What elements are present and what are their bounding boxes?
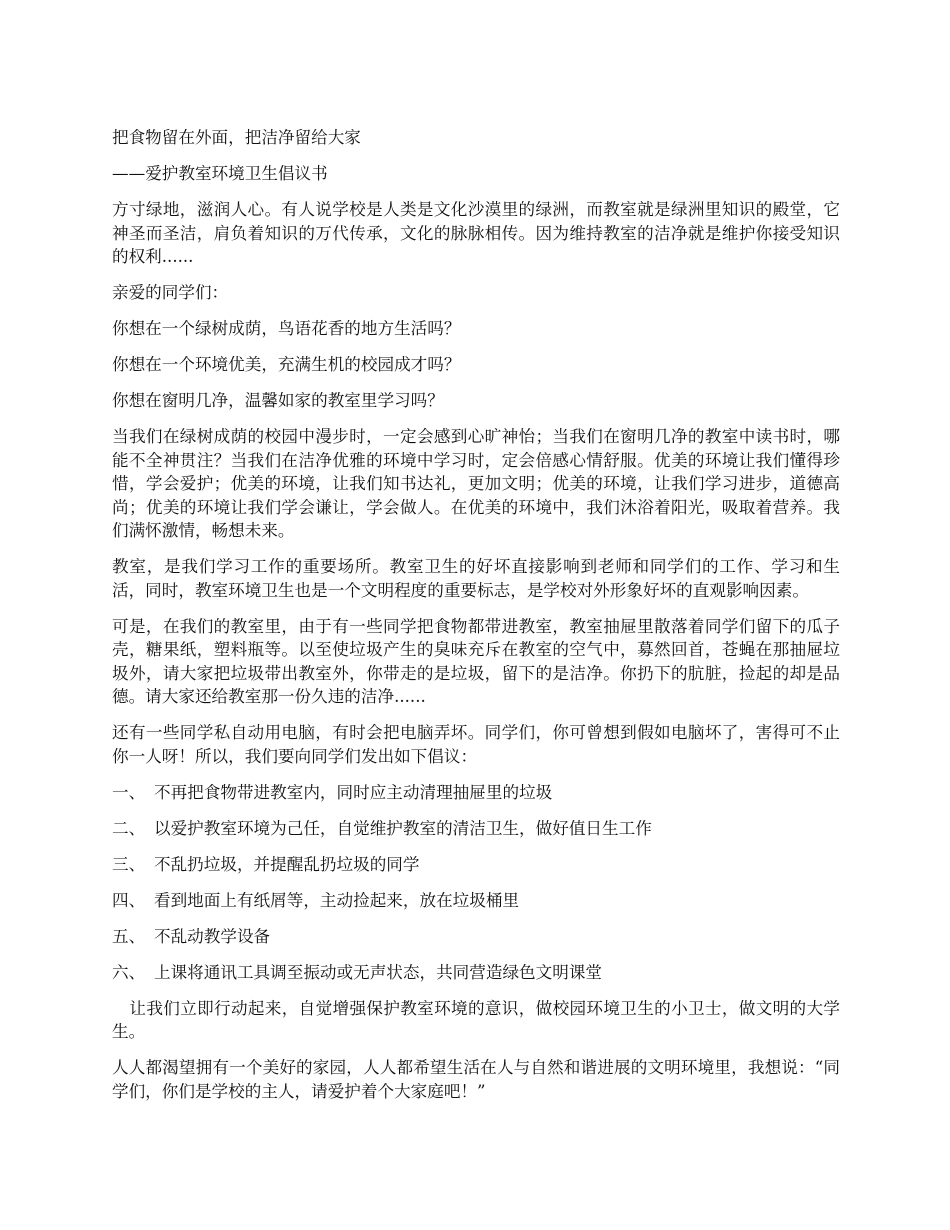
document-subtitle: ——爱护教室环境卫生倡议书 xyxy=(112,164,328,183)
closing-paragraph: 人人都渴望拥有一个美好的家园，人人都希望生活在人与自然和谐进展的文明环境里，我想说：“同学们，你们是学校的主人，请爱护着个大家庭吧！” xyxy=(112,1058,840,1101)
call-to-action-paragraph: 让我们立即行动起来，自觉增强保护教室环境的意识，做校园环境卫生的小卫士，做文明的大学生。 xyxy=(112,998,840,1041)
proposal-number: 四、 xyxy=(112,890,146,910)
body-paragraph-classroom: 教室，是我们学习工作的重要场所。教室卫生的好坏直接影响到老师和同学们的工作、学习和生活，同时，教室环境卫生也是一个文明程度的重要标志，是学校对外形象好坏的直观影响因素。 xyxy=(112,557,840,600)
document-page xyxy=(112,126,840,1116)
body-paragraph-environment: 当我们在绿树成荫的校园中漫步时，一定会感到心旷神怡；当我们在窗明几净的教室中读书时，哪能不全神贯注？当我们在洁净优雅的环境中学习时，定会倍感心情舒服。优美的环境让我们懂得珍惜，学会爱护；优美的环境，让我们知书达礼，更加文明；优美的环境，让我们学习进步，道德高尚；优美的环境让我们学会谦让，学会做人。在优美的环境中，我们沐浴着阳光，吸取着营养。我们满怀激情，畅想未来。 xyxy=(112,427,840,540)
proposal-text: 上课将通讯工具调至振动或无声状态，共同营造绿色文明课堂 xyxy=(154,962,603,982)
proposal-text: 不乱扔垃圾，并提醒乱扔垃圾的同学 xyxy=(154,854,420,874)
proposal-item xyxy=(112,817,840,841)
proposal-number: 一、 xyxy=(112,782,146,802)
proposal-number: 二、 xyxy=(112,818,146,838)
question-3: 你想在窗明几净，温馨如家的教室里学习吗？ xyxy=(112,391,444,410)
proposal-item xyxy=(112,889,840,913)
proposal-item xyxy=(112,781,840,805)
proposal-item xyxy=(112,925,840,949)
intro-paragraph: 方寸绿地，滋润人心。有人说学校是人类是文化沙漠里的绿洲，而教室就是绿洲里知识的殿堂，它神圣而圣洁，肩负着知识的万代传承，文化的脉脉相传。因为维持教室的洁净就是维护你接受知识的权利...... xyxy=(112,200,840,266)
body-paragraph-computer: 还有一些同学私自动用电脑，有时会把电脑弄坏。同学们，你可曾想到假如电脑坏了，害得可不止你一人呀！所以，我们要向同学们发出如下倡议： xyxy=(112,723,840,766)
question-1: 你想在一个绿树成荫，鸟语花香的地方生活吗？ xyxy=(112,319,461,338)
greeting: 亲爱的同学们： xyxy=(112,283,229,302)
proposal-text: 不乱动教学设备 xyxy=(154,926,271,946)
proposal-text: 不再把食物带进教室内，同时应主动清理抽屉里的垃圾 xyxy=(154,782,553,802)
proposal-number: 三、 xyxy=(112,854,146,874)
proposal-number: 六、 xyxy=(112,962,146,982)
question-2: 你想在一个环境优美，充满生机的校园成才吗？ xyxy=(112,355,461,374)
proposal-text: 看到地面上有纸屑等，主动捡起来，放在垃圾桶里 xyxy=(154,890,520,910)
body-paragraph-food: 可是，在我们的教室里，由于有一些同学把食物都带进教室，教室抽屉里散落着同学们留下的瓜子壳，糖果纸，塑料瓶等。以至使垃圾产生的臭味充斥在教室的空气中，募然回首，苍蝇在那抽屉垃圾外，请大家把垃圾带出教室外，你带走的是垃圾，留下的是洁净。你扔下的肮脏，捡起的却是品德。请大家还给教室那一份久违的洁净...... xyxy=(112,616,840,706)
proposal-item xyxy=(112,853,840,877)
proposal-number: 五、 xyxy=(112,926,146,946)
document-title: 把食物留在外面，把洁净留给大家 xyxy=(112,128,361,147)
proposal-item xyxy=(112,961,840,985)
proposal-text: 以爱护教室环境为己任，自觉维护教室的清洁卫生，做好值日生工作 xyxy=(154,818,652,838)
